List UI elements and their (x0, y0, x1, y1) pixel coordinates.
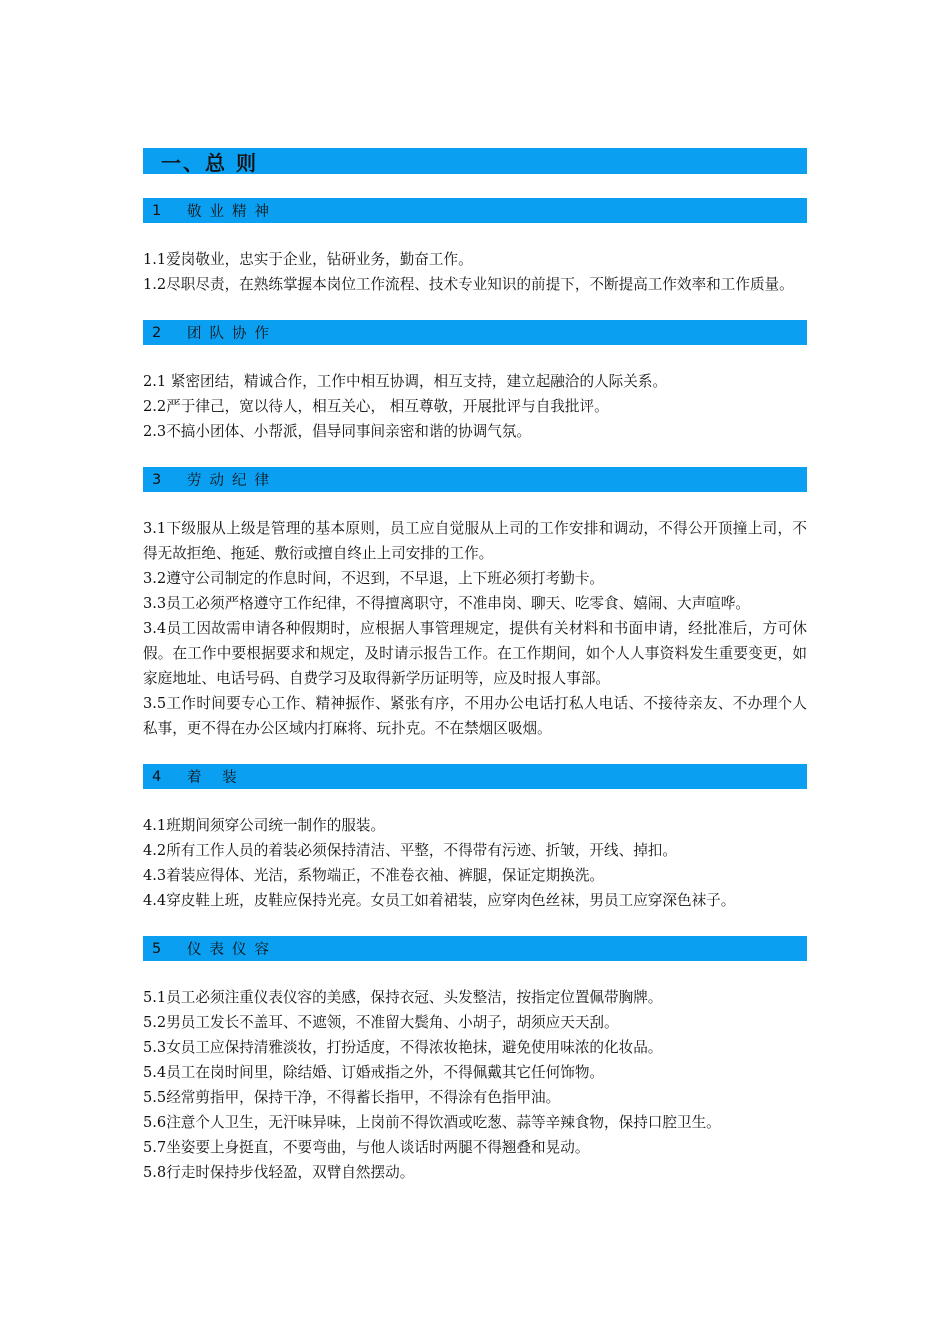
section-body-1 (143, 247, 807, 297)
clause-paragraph: 4.3着装应得体、光洁，系物端正，不准卷衣袖、裤腿，保证定期换洗。 (143, 867, 605, 884)
section-header-2 (143, 320, 807, 345)
clause-paragraph: 5.8行走时保持步伐轻盈，双臂自然摆动。 (143, 1164, 415, 1181)
section-title: 仪表仪容 (187, 942, 277, 958)
clause-paragraph: 1.1爱岗敬业，忠实于企业，钻研业务，勤奋工作。 (143, 251, 473, 268)
section-number: 4 (152, 768, 162, 785)
clause-paragraph: 3.2遵守公司制定的作息时间，不迟到，不早退，上下班必须打考勤卡。 (143, 570, 605, 587)
chapter-title-bar (143, 148, 807, 174)
section-number: 3 (152, 471, 162, 488)
section-title: 劳动纪律 (187, 473, 277, 489)
sections-container (143, 198, 807, 1185)
section-header-3 (143, 467, 807, 492)
section-title: 团队协作 (187, 326, 277, 342)
section-body-2 (143, 369, 807, 444)
section-number: 2 (152, 324, 162, 341)
clause-paragraph: 1.2尽职尽责，在熟练掌握本岗位工作流程、技术专业知识的前提下，不断提高工作效率和工作质量。 (143, 276, 794, 293)
clause-paragraph: 3.3员工必须严格遵守工作纪律，不得擅离职守，不准串岗、聊天、吃零食、嬉闹、大声喧哗。 (143, 595, 750, 612)
clause-paragraph: 5.4员工在岗时间里，除结婚、订婚戒指之外，不得佩戴其它任何饰物。 (143, 1064, 605, 1081)
section-number: 1 (152, 202, 162, 219)
section-header-4 (143, 764, 807, 789)
section-title: 敬业精神 (187, 204, 277, 220)
section-body-5 (143, 985, 807, 1185)
clause-paragraph: 5.2男员工发长不盖耳、不遮领，不准留大鬓角、小胡子，胡须应天天刮。 (143, 1014, 619, 1031)
section-header-1 (143, 198, 807, 223)
clause-paragraph: 3.5工作时间要专心工作、精神振作、紧张有序，不用办公电话打私人电话、不接待亲友、不办理个人私事，更不得在办公区域内打麻将、玩扑克。不在禁烟区吸烟。 (143, 695, 807, 737)
clause-paragraph: 5.1员工必须注重仪表仪容的美感，保持衣冠、头发整洁，按指定位置佩带胸牌。 (143, 989, 663, 1006)
clause-paragraph: 2.2严于律己，宽以待人，相互关心， 相互尊敬，开展批评与自我批评。 (143, 398, 609, 415)
clause-paragraph: 5.3女员工应保持清雅淡妆，打扮适度，不得浓妆艳抹，避免使用味浓的化妆品。 (143, 1039, 663, 1056)
chapter-title: 一、总 则 (161, 150, 258, 175)
document-page (143, 148, 807, 1208)
clause-paragraph: 5.6注意个人卫生，无汗味异味，上岗前不得饮酒或吃葱、蒜等辛辣食物，保持口腔卫生。 (143, 1114, 721, 1131)
clause-paragraph: 3.4员工因故需申请各种假期时，应根据人事管理规定，提供有关材料和书面申请，经批准后，方可休假。在工作中要根据要求和规定，及时请示报告工作。在工作期间，如个人人事资料发生重要变更，如家庭地址、电话号码、自费学习及取得新学历证明等，应及时报人事部。 (143, 620, 807, 687)
clause-paragraph: 4.2所有工作人员的着装必须保持清洁、平整，不得带有污迹、折皱，开线、掉扣。 (143, 842, 677, 859)
clause-paragraph: 4.1班期间须穿公司统一制作的服装。 (143, 817, 386, 834)
section-header-5 (143, 936, 807, 961)
clause-paragraph: 2.3不搞小团体、小帮派，倡导同事间亲密和谐的协调气氛。 (143, 423, 532, 440)
section-body-4 (143, 813, 807, 913)
section-title: 着 装 (187, 770, 245, 786)
clause-paragraph: 2.1 紧密团结，精诚合作，工作中相互协调，相互支持，建立起融洽的人际关系。 (143, 373, 668, 390)
clause-paragraph: 5.7坐姿要上身挺直，不要弯曲，与他人谈话时两腿不得翘叠和晃动。 (143, 1139, 590, 1156)
section-body-3 (143, 516, 807, 741)
clause-paragraph: 4.4穿皮鞋上班，皮鞋应保持光亮。女员工如着裙装，应穿肉色丝袜，男员工应穿深色袜子。 (143, 892, 736, 909)
clause-paragraph: 5.5经常剪指甲，保持干净，不得蓄长指甲，不得涂有色指甲油。 (143, 1089, 561, 1106)
clause-paragraph: 3.1下级服从上级是管理的基本原则，员工应自觉服从上司的工作安排和调动，不得公开顶撞上司，不得无故拒绝、拖延、敷衍或擅自终止上司安排的工作。 (143, 520, 807, 562)
section-number: 5 (152, 940, 162, 957)
